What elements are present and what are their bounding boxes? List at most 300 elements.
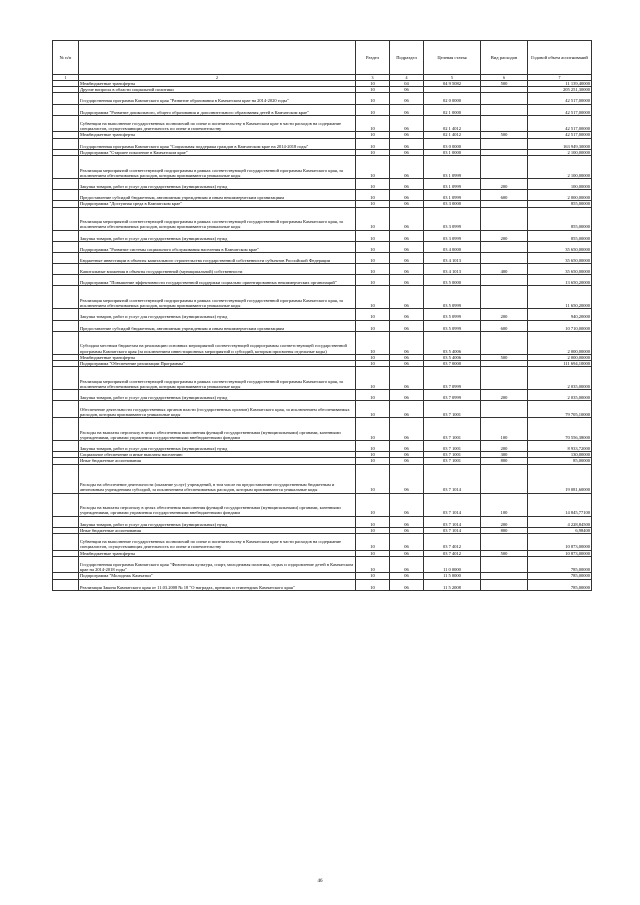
table-header-row xyxy=(53,41,592,75)
table-row xyxy=(53,441,592,452)
razdel-cell: 10 xyxy=(356,207,390,230)
name-cell: Межбюджетные трансферты xyxy=(79,354,356,360)
vr-cell: 200 xyxy=(481,178,528,189)
sum-cell: 35 650,00000 xyxy=(528,264,592,275)
num-cell xyxy=(53,178,79,189)
name-cell: Закупка товаров, работ и услуг для государственных (муниципальных) нужд xyxy=(79,309,356,320)
csr-cell: 03 3 0999 xyxy=(424,207,481,230)
sum-cell: 4 228,84500 xyxy=(528,516,592,527)
num-cell xyxy=(53,320,79,331)
podrazdel-cell: 06 xyxy=(390,138,424,149)
num-cell xyxy=(53,418,79,441)
num-cell xyxy=(53,331,79,354)
sum-cell: 85,00000 xyxy=(528,458,592,464)
name-cell: Закупка товаров, работ и услуг для государственных (муниципальных) нужд xyxy=(79,230,356,241)
name-cell: Расходы на выплаты персоналу в целях обеспечения выполнения функций государственными (муниципальными) органами, казенными учреждениями, органами управления государственными внебюджетными фондами xyxy=(79,418,356,441)
csr-cell: 03 4 1013 xyxy=(424,252,481,263)
csr-cell: 03 1 0999 xyxy=(424,155,481,178)
podrazdel-cell: 06 xyxy=(390,367,424,390)
sum-cell: 10 710,00000 xyxy=(528,320,592,331)
num-cell xyxy=(53,93,79,104)
podrazdel-cell: 06 xyxy=(390,190,424,201)
csr-cell: 11 5 2008 xyxy=(424,579,481,590)
sum-cell: 35 650,00000 xyxy=(528,252,592,263)
num-cell xyxy=(53,464,79,493)
num-cell xyxy=(53,309,79,320)
budget-table xyxy=(52,40,592,591)
name-cell: Подпрограмма "Обеспечение реализации Программы" xyxy=(79,361,356,367)
table-row xyxy=(53,516,592,527)
csr-cell: 03 7 1014 xyxy=(424,527,481,533)
name-cell: Подпрограмма "Доступная среда в Камчатском крае" xyxy=(79,201,356,207)
podrazdel-cell: 06 xyxy=(390,401,424,418)
razdel-cell: 10 xyxy=(356,493,390,516)
table-row xyxy=(53,138,592,149)
razdel-cell: 10 xyxy=(356,201,390,207)
sum-cell: 2 000,00000 xyxy=(528,354,592,360)
table-row xyxy=(53,401,592,418)
name-cell: Реализация мероприятий соответствующей подпрограммы в рамках соответствующей государственной программы Камчатского края, за исключением обеспечиваемых расходов, которым присваиваются уникальные коды xyxy=(79,207,356,230)
vr-cell: 800 xyxy=(481,458,528,464)
vr-cell: 600 xyxy=(481,320,528,331)
table-body xyxy=(53,81,592,591)
razdel-cell: 10 xyxy=(356,331,390,354)
sum-cell: 42 517,00000 xyxy=(528,104,592,115)
vr-cell: 200 xyxy=(481,309,528,320)
vr-cell xyxy=(481,138,528,149)
podrazdel-cell: 06 xyxy=(390,275,424,286)
num-cell xyxy=(53,138,79,149)
num-cell xyxy=(53,286,79,309)
index-cell: 1 xyxy=(53,75,79,81)
sum-cell: 42 517,00000 xyxy=(528,132,592,138)
razdel-cell: 10 xyxy=(356,87,390,93)
vr-cell: 800 xyxy=(481,527,528,533)
num-cell xyxy=(53,104,79,115)
header-csr: Целевая статья xyxy=(424,41,481,75)
name-cell: Реализация мероприятий соответствующей подпрограммы в рамках соответствующей государственной программы Камчатского края, за исключением обеспечиваемых расходов, которым присваиваются уникальные коды xyxy=(79,155,356,178)
podrazdel-cell: 06 xyxy=(390,354,424,360)
razdel-cell: 10 xyxy=(356,534,390,551)
num-cell xyxy=(53,441,79,452)
sum-cell: 100,00000 xyxy=(528,178,592,189)
table-row xyxy=(53,264,592,275)
csr-cell: 03 7 1001 xyxy=(424,458,481,464)
vr-cell: 500 xyxy=(481,132,528,138)
num-cell xyxy=(53,493,79,516)
table-row xyxy=(53,207,592,230)
podrazdel-cell: 06 xyxy=(390,104,424,115)
name-cell: Бюджетные инвестиции в объекты капитального строительства государственной собственности субъектов Российской Федерации xyxy=(79,252,356,263)
podrazdel-cell: 06 xyxy=(390,573,424,579)
vr-cell xyxy=(481,93,528,104)
header-name xyxy=(79,41,356,75)
csr-cell: 03 7 1001 xyxy=(424,401,481,418)
name-cell: Субвенции на выполнение государственных полномочий по опеке и попечительству в Камчатском крае в части расходов на содержание специалистов, осуществляющих деятельность по опеке и попечительству xyxy=(79,115,356,132)
sum-cell: 11 139,40000 xyxy=(528,81,592,87)
name-cell: Государственная программа Камчатского края "Социальная поддержка граждан в Камчатском крае на 2014-2018 годы" xyxy=(79,138,356,149)
name-cell: Закупка товаров, работ и услуг для государственных (муниципальных) нужд xyxy=(79,390,356,401)
vr-cell: 500 xyxy=(481,354,528,360)
table-row xyxy=(53,534,592,551)
num-cell xyxy=(53,264,79,275)
sum-cell: 2 100,00000 xyxy=(528,155,592,178)
csr-cell: 03 7 4012 xyxy=(424,550,481,556)
name-cell: Предоставление субсидий бюджетным, автономным учреждениям и иным некоммерческим организациям xyxy=(79,320,356,331)
name-cell: Подпрограмма "Старшее поколение в Камчатском крае" xyxy=(79,149,356,155)
csr-cell: 03 4 1013 xyxy=(424,264,481,275)
csr-cell: 03 7 1001 xyxy=(424,441,481,452)
table-row xyxy=(53,155,592,178)
podrazdel-cell: 06 xyxy=(390,286,424,309)
name-cell: Подпрограмма "Развитие дошкольного, общего образования и дополнительного образования детей в Камчатском крае" xyxy=(79,104,356,115)
podrazdel-cell: 06 xyxy=(390,252,424,263)
razdel-cell: 10 xyxy=(356,441,390,452)
podrazdel-cell: 06 xyxy=(390,452,424,458)
name-cell: Предоставление субсидий бюджетным, автономным учреждениям и иным некоммерческим организациям xyxy=(79,190,356,201)
vr-cell: 500 xyxy=(481,81,528,87)
index-cell: 6 xyxy=(481,75,528,81)
table-row xyxy=(53,252,592,263)
sum-cell: 11 650,20000 xyxy=(528,286,592,309)
vr-cell xyxy=(481,275,528,286)
razdel-cell: 10 xyxy=(356,418,390,441)
sum-cell: 42 517,00000 xyxy=(528,93,592,104)
razdel-cell: 10 xyxy=(356,361,390,367)
csr-cell: 03 7 0000 xyxy=(424,361,481,367)
name-cell: Межбюджетные трансферты xyxy=(79,550,356,556)
num-cell xyxy=(53,230,79,241)
num-cell xyxy=(53,115,79,132)
sum-cell: 2 000,00000 xyxy=(528,190,592,201)
razdel-cell: 10 xyxy=(356,464,390,493)
csr-cell: 03 5 0000 xyxy=(424,275,481,286)
podrazdel-cell: 06 xyxy=(390,441,424,452)
podrazdel-cell: 06 xyxy=(390,87,424,93)
sum-cell: 70 556,38000 xyxy=(528,418,592,441)
vr-cell: 300 xyxy=(481,452,528,458)
table-row xyxy=(53,178,592,189)
podrazdel-cell: 06 xyxy=(390,418,424,441)
csr-cell: 03 5 0999 xyxy=(424,320,481,331)
vr-cell xyxy=(481,241,528,252)
razdel-cell: 10 xyxy=(356,309,390,320)
csr-cell: 04 9 5082 xyxy=(424,81,481,87)
sum-cell: 2 000,00000 xyxy=(528,331,592,354)
sum-cell: 205 251,30000 xyxy=(528,87,592,93)
vr-cell xyxy=(481,367,528,390)
name-cell: Иные бюджетные ассигнования xyxy=(79,458,356,464)
num-cell xyxy=(53,241,79,252)
podrazdel-cell: 06 xyxy=(390,155,424,178)
podrazdel-cell: 06 xyxy=(390,556,424,573)
num-cell xyxy=(53,556,79,573)
sum-cell: 855,00000 xyxy=(528,207,592,230)
name-cell: Обеспечение деятельности государственных органов власти (государственных органов) Камчатского края, за исключением обеспечиваемых расходов, которым присваиваются уникальные коды xyxy=(79,401,356,418)
header-razdel: Раздел xyxy=(356,41,390,75)
razdel-cell: 10 xyxy=(356,138,390,149)
vr-cell xyxy=(481,252,528,263)
csr-cell: 03 7 1001 xyxy=(424,418,481,441)
vr-cell xyxy=(481,155,528,178)
num-cell xyxy=(53,155,79,178)
podrazdel-cell: 06 xyxy=(390,390,424,401)
csr-cell: 03 7 0999 xyxy=(424,367,481,390)
vr-cell xyxy=(481,464,528,493)
razdel-cell: 10 xyxy=(356,556,390,573)
num-cell xyxy=(53,390,79,401)
header-sum: Годовой объем ассигнований xyxy=(528,41,592,75)
name-cell: Межбюджетные трансферты xyxy=(79,81,356,87)
csr-cell: 03 3 0000 xyxy=(424,201,481,207)
sum-cell: 2 035,00000 xyxy=(528,390,592,401)
table-row xyxy=(53,464,592,493)
podrazdel-cell: 06 xyxy=(390,178,424,189)
name-cell: Социальное обеспечение и иные выплаты населению xyxy=(79,452,356,458)
razdel-cell: 10 xyxy=(356,367,390,390)
sum-cell: 8 933,72000 xyxy=(528,441,592,452)
podrazdel-cell: 06 xyxy=(390,230,424,241)
csr-cell: 03 4 0000 xyxy=(424,241,481,252)
razdel-cell: 10 xyxy=(356,275,390,286)
name-cell: Иные бюджетные ассигнования xyxy=(79,527,356,533)
razdel-cell: 10 xyxy=(356,550,390,556)
podrazdel-cell: 06 xyxy=(390,458,424,464)
podrazdel-cell: 06 xyxy=(390,493,424,516)
razdel-cell: 10 xyxy=(356,241,390,252)
vr-cell: 100 xyxy=(481,418,528,441)
razdel-cell: 10 xyxy=(356,390,390,401)
podrazdel-cell: 04 xyxy=(390,81,424,87)
razdel-cell: 10 xyxy=(356,230,390,241)
podrazdel-cell: 06 xyxy=(390,464,424,493)
podrazdel-cell: 06 xyxy=(390,320,424,331)
name-cell: Подпрограмма "Молодежь Камчатки" xyxy=(79,573,356,579)
num-cell xyxy=(53,516,79,527)
table-row xyxy=(53,230,592,241)
csr-cell: 03 7 0999 xyxy=(424,390,481,401)
vr-cell: 200 xyxy=(481,390,528,401)
sum-cell: 785,00000 xyxy=(528,573,592,579)
name-cell: Субсидии местным бюджетам на реализацию основных мероприятий соответствующей подпрограммы соответствующей государственной программы Камчатского края (за исключением инвестиционных мероприятий и субсидий, которым присвоены отдельные коды) xyxy=(79,331,356,354)
table-row xyxy=(53,320,592,331)
sum-cell: 2 100,00000 xyxy=(528,149,592,155)
csr-cell: 02 1 4012 xyxy=(424,132,481,138)
razdel-cell: 10 xyxy=(356,132,390,138)
razdel-cell: 10 xyxy=(356,178,390,189)
sum-cell: 2 035,00000 xyxy=(528,367,592,390)
name-cell: Закупка товаров, работ и услуг для государственных (муниципальных) нужд xyxy=(79,441,356,452)
sum-cell: 19 081,60000 xyxy=(528,464,592,493)
table-row xyxy=(53,579,592,590)
razdel-cell: 10 xyxy=(356,93,390,104)
name-cell: Закупка товаров, работ и услуг для государственных (муниципальных) нужд xyxy=(79,178,356,189)
num-cell xyxy=(53,207,79,230)
razdel-cell: 10 xyxy=(356,81,390,87)
csr-cell: 03 0 0000 xyxy=(424,138,481,149)
table-row xyxy=(53,390,592,401)
vr-cell: 200 xyxy=(481,230,528,241)
sum-cell: 42 517,00000 xyxy=(528,115,592,132)
name-cell: Подпрограмма "Развитие системы социального обслуживания населения в Камчатском крае" xyxy=(79,241,356,252)
podrazdel-cell: 06 xyxy=(390,550,424,556)
table-row xyxy=(53,275,592,286)
razdel-cell: 10 xyxy=(356,320,390,331)
sum-cell: 855,00000 xyxy=(528,201,592,207)
csr-cell: 03 7 1014 xyxy=(424,516,481,527)
vr-cell xyxy=(481,115,528,132)
table-row xyxy=(53,493,592,516)
vr-cell xyxy=(481,104,528,115)
csr-cell: 03 5 0999 xyxy=(424,309,481,320)
csr-cell: 02 1 0000 xyxy=(424,104,481,115)
name-cell: Реализация мероприятий соответствующей подпрограммы в рамках соответствующей государственной программы Камчатского края, за исключением обеспечиваемых расходов, которым присваиваются уникальные коды xyxy=(79,286,356,309)
index-cell: 5 xyxy=(424,75,481,81)
table-row xyxy=(53,331,592,354)
sum-cell: 79 705,10000 xyxy=(528,401,592,418)
csr-cell: 03 7 1001 xyxy=(424,452,481,458)
csr-cell: 03 5 0999 xyxy=(424,286,481,309)
csr-cell: 03 7 1014 xyxy=(424,464,481,493)
name-cell: Реализация мероприятий соответствующей подпрограммы в рамках соответствующей государственной программы Камчатского края, за исключением обеспечиваемых расходов, которым присваиваются уникальные коды xyxy=(79,367,356,390)
num-cell xyxy=(53,579,79,590)
razdel-cell: 10 xyxy=(356,190,390,201)
csr-cell: 03 1 0999 xyxy=(424,178,481,189)
name-cell: Подпрограмма "Повышение эффективности государственной поддержки социально ориентированных некоммерческих организаций" xyxy=(79,275,356,286)
vr-cell: 200 xyxy=(481,441,528,452)
num-cell xyxy=(53,367,79,390)
header-vr: Вид расходов xyxy=(481,41,528,75)
razdel-cell: 10 xyxy=(356,354,390,360)
csr-cell: 11 0 0000 xyxy=(424,556,481,573)
table-row xyxy=(53,93,592,104)
vr-cell: 500 xyxy=(481,550,528,556)
razdel-cell: 10 xyxy=(356,516,390,527)
index-cell: 4 xyxy=(390,75,424,81)
razdel-cell: 10 xyxy=(356,401,390,418)
razdel-cell: 10 xyxy=(356,149,390,155)
num-cell xyxy=(53,252,79,263)
name-cell: Межбюджетные трансферты xyxy=(79,132,356,138)
csr-cell: 02 1 4012 xyxy=(424,115,481,132)
name-cell: Закупка товаров, работ и услуг для государственных (муниципальных) нужд xyxy=(79,516,356,527)
table-row xyxy=(53,556,592,573)
sum-cell: 10 873,00000 xyxy=(528,550,592,556)
vr-cell xyxy=(481,534,528,551)
vr-cell: 200 xyxy=(481,516,528,527)
csr-cell: 03 5 4006 xyxy=(424,331,481,354)
num-cell xyxy=(53,190,79,201)
sum-cell: 6,98400 xyxy=(528,527,592,533)
razdel-cell: 10 xyxy=(356,452,390,458)
vr-cell: 600 xyxy=(481,190,528,201)
razdel-cell: 10 xyxy=(356,527,390,533)
podrazdel-cell: 06 xyxy=(390,309,424,320)
vr-cell xyxy=(481,401,528,418)
table-row xyxy=(53,104,592,115)
sum-cell: 13 650,20000 xyxy=(528,275,592,286)
sum-cell: 35 650,00000 xyxy=(528,241,592,252)
podrazdel-cell: 06 xyxy=(390,132,424,138)
sum-cell: 785,00000 xyxy=(528,556,592,573)
page-number: 46 xyxy=(317,879,323,884)
csr-cell: 03 1 0000 xyxy=(424,149,481,155)
sum-cell: 130,00000 xyxy=(528,452,592,458)
index-cell: 3 xyxy=(356,75,390,81)
name-cell: Расходы на выплаты персоналу в целях обеспечения выполнения функций государственными (муниципальными) органами, казенными учреждениями, органами управления государственными внебюджетными фондами xyxy=(79,493,356,516)
index-cell: 2 xyxy=(79,75,356,81)
podrazdel-cell: 06 xyxy=(390,527,424,533)
name-cell: Расходы на обеспечение деятельности (оказание услуг) учреждений, в том числе на предоставление государственным бюджетным и автономным учреждениям субсидий, за исключением обеспечиваемых расходов, которым присваиваются уникальные коды xyxy=(79,464,356,493)
sum-cell: 855,00000 xyxy=(528,230,592,241)
vr-cell xyxy=(481,286,528,309)
podrazdel-cell: 06 xyxy=(390,93,424,104)
razdel-cell: 10 xyxy=(356,573,390,579)
vr-cell xyxy=(481,579,528,590)
vr-cell xyxy=(481,207,528,230)
vr-cell xyxy=(481,556,528,573)
razdel-cell: 10 xyxy=(356,458,390,464)
header-podrazdel: Подраздел xyxy=(390,41,424,75)
razdel-cell: 10 xyxy=(356,104,390,115)
table-row xyxy=(53,367,592,390)
num-cell xyxy=(53,401,79,418)
table-row xyxy=(53,190,592,201)
table-row xyxy=(53,309,592,320)
name-cell: Государственная программа Камчатского края "Развитие образования в Камчатском крае на 2014-2020 годы" xyxy=(79,93,356,104)
vr-cell: 100 xyxy=(481,493,528,516)
razdel-cell: 10 xyxy=(356,155,390,178)
sum-cell: 785,00000 xyxy=(528,579,592,590)
podrazdel-cell: 06 xyxy=(390,516,424,527)
razdel-cell: 10 xyxy=(356,115,390,132)
razdel-cell: 10 xyxy=(356,286,390,309)
podrazdel-cell: 06 xyxy=(390,264,424,275)
vr-cell xyxy=(481,331,528,354)
header-num: № п/п xyxy=(53,41,79,75)
podrazdel-cell: 06 xyxy=(390,361,424,367)
sum-cell: 940,20000 xyxy=(528,309,592,320)
razdel-cell: 10 xyxy=(356,252,390,263)
name-cell: Реализация Закона Камчатского края от 11.03.2008 № 18 "О наградах, премиях и стипендиях Камчатского края" xyxy=(79,579,356,590)
sum-cell: 10 873,00000 xyxy=(528,534,592,551)
name-cell: Капитальные вложения в объекты государственной (муниципальной) собственности xyxy=(79,264,356,275)
table-row xyxy=(53,418,592,441)
csr-cell: 03 3 0999 xyxy=(424,230,481,241)
table-row xyxy=(53,115,592,132)
razdel-cell: 10 xyxy=(356,264,390,275)
index-cell: 7 xyxy=(528,75,592,81)
podrazdel-cell: 06 xyxy=(390,579,424,590)
name-cell: Другие вопросы в области социальной политики xyxy=(79,87,356,93)
num-cell xyxy=(53,534,79,551)
podrazdel-cell: 06 xyxy=(390,115,424,132)
csr-cell: 11 5 0000 xyxy=(424,573,481,579)
vr-cell: 400 xyxy=(481,264,528,275)
podrazdel-cell: 06 xyxy=(390,331,424,354)
podrazdel-cell: 06 xyxy=(390,534,424,551)
csr-cell: 03 7 4012 xyxy=(424,534,481,551)
podrazdel-cell: 06 xyxy=(390,207,424,230)
csr-cell: 03 5 4006 xyxy=(424,354,481,360)
num-cell xyxy=(53,275,79,286)
sum-cell: 163 949,30000 xyxy=(528,138,592,149)
name-cell: Государственная программа Камчатского края "Физическая культура, спорт, молодежная политика, отдых и оздоровление детей в Камчатском крае на 2014-2018 годы" xyxy=(79,556,356,573)
sum-cell: 14 845,77100 xyxy=(528,493,592,516)
table-row xyxy=(53,286,592,309)
podrazdel-cell: 06 xyxy=(390,241,424,252)
razdel-cell: 10 xyxy=(356,579,390,590)
